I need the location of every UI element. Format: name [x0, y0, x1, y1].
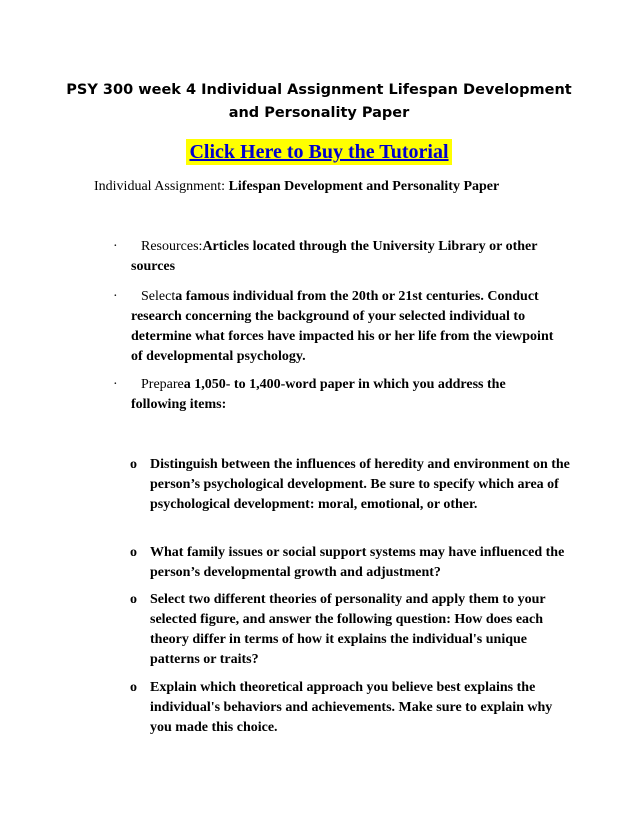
bullet-text: Articles located through the University Library or other sources — [131, 239, 538, 274]
bullet-item — [113, 287, 561, 367]
bullet-lead: Resources: — [141, 239, 203, 254]
bullet-item — [113, 375, 561, 415]
list-item — [130, 678, 570, 738]
list-item — [130, 590, 570, 670]
list-item-text: Distinguish between the influences of heredity and environment on the person’s psychological development. Be sure to specify which area of psychological development: moral, emotional, or other. — [150, 457, 570, 512]
page-title-line-1: PSY 300 week 4 Individual Assignment Lifespan Development — [66, 82, 572, 98]
list-item-text: What family issues or social support systems may have influenced the person’s developmental growth and adjustment? — [150, 545, 565, 580]
bullet-lead: Select — [141, 289, 176, 304]
bullet-marker: · — [113, 239, 118, 254]
list-item — [130, 455, 570, 515]
list-marker: o — [130, 680, 137, 695]
page-title-line-2: and Personality Paper — [228, 105, 410, 121]
assignment-prefix: Individual Assignment: — [94, 179, 229, 194]
bullet-text: a famous individual from the 20th or 21st centuries. Conduct research concerning the background of your selected individual to determine what forces have impacted his or her life from the viewpoint of developmental psychology. — [131, 289, 554, 364]
buy-tutorial-link[interactable]: Click Here to Buy the Tutorial — [186, 139, 451, 165]
list-item-text: Explain which theoretical approach you believe best explains the individual's behaviors and achievements. Make sure to explain why you made this choice. — [150, 680, 553, 735]
assignment-title: Lifespan Development and Personality Paper — [228, 179, 500, 194]
list-marker: o — [130, 457, 137, 472]
assignment-heading — [94, 177, 499, 197]
list-item-text: Select two different theories of personality and apply them to your selected figure, and answer the following question: How does each theory differ in terms of how it explains the individual's unique patterns or traits? — [150, 592, 546, 667]
list-marker: o — [130, 592, 137, 607]
bullet-marker: · — [113, 289, 118, 304]
cta-container — [0, 139, 638, 165]
list-marker: o — [130, 545, 137, 560]
list-item — [130, 543, 570, 583]
bullet-marker: · — [113, 377, 118, 392]
bullet-text: a 1,050- to 1,400-word paper in which you address the following items: — [131, 377, 506, 412]
bullet-item — [113, 237, 561, 277]
bullet-lead: Prepare — [141, 377, 184, 392]
